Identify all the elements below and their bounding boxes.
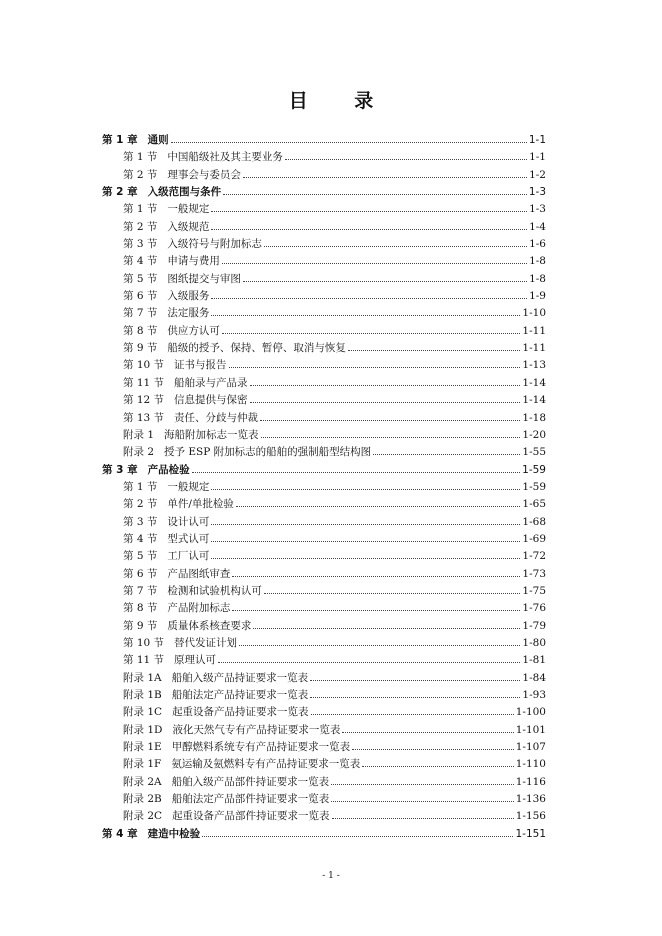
toc-leader-dots — [222, 333, 521, 334]
toc-section-entry[interactable] — [102, 635, 546, 652]
toc-chapter-entry[interactable] — [102, 132, 546, 149]
table-of-contents — [102, 132, 546, 843]
toc-entry-number: 附录 2C — [123, 810, 163, 823]
toc-section-entry[interactable] — [102, 201, 546, 218]
toc-entry-number: 第 1 节 — [123, 203, 158, 216]
toc-section-entry[interactable] — [102, 774, 546, 791]
toc-entry-page: 1-4 — [529, 220, 546, 233]
toc-section-entry[interactable] — [102, 583, 546, 600]
toc-leader-dots — [331, 784, 514, 785]
toc-entry-label: 设计认可 — [167, 515, 210, 528]
toc-entry-label: 一般规定 — [167, 203, 210, 216]
toc-section-entry[interactable] — [102, 808, 546, 825]
toc-leader-dots — [332, 818, 514, 819]
toc-leader-dots — [211, 524, 520, 525]
toc-section-entry[interactable] — [102, 323, 546, 340]
toc-section-entry[interactable] — [102, 149, 546, 166]
toc-entry-page: 1-81 — [522, 654, 546, 667]
toc-entry-label: 船舶法定产品部件持证要求一览表 — [171, 793, 330, 806]
toc-entry-page: 1-6 — [529, 238, 546, 251]
toc-leader-dots — [310, 680, 520, 681]
toc-entry-page: 1-1 — [528, 134, 546, 146]
toc-leader-dots — [264, 246, 527, 247]
toc-section-entry[interactable] — [102, 652, 546, 669]
toc-entry-page: 1-75 — [522, 584, 546, 597]
toc-entry-number: 附录 1 — [123, 428, 155, 441]
toc-entry-number: 附录 1C — [123, 706, 163, 719]
toc-section-entry[interactable] — [102, 271, 546, 288]
toc-leader-dots — [211, 315, 520, 316]
toc-section-entry[interactable] — [102, 756, 546, 773]
toc-section-entry[interactable] — [102, 496, 546, 513]
toc-entry-page: 1-20 — [522, 428, 546, 441]
toc-entry-number: 附录 1E — [123, 741, 162, 754]
toc-entry-page: 1-151 — [515, 827, 546, 840]
toc-entry-number: 附录 2B — [123, 793, 162, 806]
toc-entry-label: 甲醇燃料系统专有产品持证要求一览表 — [171, 741, 351, 754]
toc-entry-label: 起重设备产品部件持证要求一览表 — [172, 810, 330, 823]
toc-section-entry[interactable] — [102, 236, 546, 253]
toc-entry-page: 1-11 — [522, 324, 546, 337]
toc-entry-number: 第 11 节 — [123, 654, 165, 667]
toc-entry-label: 入级符号与附加标志 — [167, 238, 262, 251]
toc-entry-number: 第 5 节 — [123, 272, 158, 285]
toc-entry-page: 1-107 — [515, 741, 546, 754]
toc-leader-dots — [223, 194, 527, 195]
toc-section-entry[interactable] — [102, 479, 546, 496]
toc-entry-label: 船舶入级产品部件持证要求一览表 — [171, 775, 330, 788]
toc-leader-dots — [250, 402, 521, 403]
toc-section-entry[interactable] — [102, 722, 546, 739]
toc-entry-page: 1-80 — [522, 636, 546, 649]
toc-entry-page: 1-8 — [529, 272, 546, 285]
toc-entry-label: 船舶录与产品录 — [174, 376, 248, 389]
toc-leader-dots — [211, 541, 520, 542]
toc-entry-page: 1-9 — [529, 290, 546, 303]
toc-entry-number: 附录 1F — [123, 758, 162, 771]
toc-entry-label: 质量体系核查要求 — [167, 619, 252, 632]
toc-section-entry[interactable] — [102, 548, 546, 565]
toc-section-entry[interactable] — [102, 392, 546, 409]
toc-section-entry[interactable] — [102, 739, 546, 756]
toc-leader-dots — [331, 801, 513, 802]
toc-section-entry[interactable] — [102, 219, 546, 236]
toc-entry-label: 法定服务 — [167, 307, 210, 320]
toc-entry-page: 1-14 — [522, 376, 546, 389]
toc-section-entry[interactable] — [102, 566, 546, 583]
toc-section-entry[interactable] — [102, 444, 546, 461]
toc-entry-number: 第 1 节 — [123, 151, 158, 164]
toc-leader-dots — [311, 714, 514, 715]
toc-entry-number: 附录 2A — [123, 775, 162, 788]
toc-entry-number: 第 1 节 — [123, 480, 158, 493]
toc-entry-page: 1-93 — [522, 689, 546, 701]
toc-entry-page: 1-10 — [522, 307, 546, 320]
toc-entry-label: 船级的授予、保持、暂停、取消与恢复 — [167, 342, 346, 355]
toc-entry-page: 1-2 — [529, 168, 546, 181]
toc-leader-dots — [211, 211, 527, 212]
toc-section-entry[interactable] — [102, 340, 546, 357]
toc-leader-dots — [202, 836, 513, 837]
toc-entry-label: 产品图纸审查 — [167, 567, 231, 580]
toc-section-entry[interactable] — [102, 618, 546, 635]
toc-entry-page: 1-156 — [515, 810, 546, 823]
toc-leader-dots — [362, 766, 513, 767]
toc-leader-dots — [211, 558, 520, 559]
toc-entry-label: 申请与费用 — [167, 255, 220, 268]
toc-entry-number: 第 2 节 — [123, 498, 158, 511]
toc-entry-number: 第 12 节 — [123, 394, 165, 407]
toc-entry-page: 1-11 — [522, 342, 546, 355]
toc-entry-number: 附录 1D — [123, 723, 163, 736]
toc-leader-dots — [239, 645, 520, 646]
toc-entry-label: 氨运输及氨燃料专有产品持证要求一览表 — [171, 758, 361, 771]
toc-entry-label: 中国船级社及其主要业务 — [167, 151, 283, 164]
toc-entry-page: 1-69 — [522, 532, 546, 545]
toc-chapter-entry[interactable] — [102, 184, 546, 201]
toc-entry-label: 起重设备产品持证要求一览表 — [172, 706, 309, 719]
page-number: - 1 - — [322, 871, 340, 881]
toc-entry-page: 1-8 — [529, 255, 546, 268]
toc-entry-number: 第 7 节 — [123, 584, 158, 597]
toc-entry-label: 产品检验 — [147, 463, 190, 476]
toc-entry-label: 海船附加标志一览表 — [164, 428, 259, 441]
toc-entry-label: 船舶入级产品持证要求一览表 — [171, 671, 309, 684]
toc-entry-page: 1-68 — [522, 515, 546, 528]
page-title: 目 录 — [288, 90, 394, 112]
toc-entry-number: 第 4 节 — [123, 255, 158, 268]
toc-entry-label: 责任、分歧与仲裁 — [174, 411, 259, 424]
toc-entry-label: 供应方认可 — [167, 324, 220, 337]
toc-section-entry[interactable] — [102, 357, 546, 374]
toc-entry-number: 第 6 节 — [123, 567, 158, 580]
toc-leader-dots — [260, 420, 520, 421]
toc-entry-number: 第 5 节 — [123, 550, 158, 563]
toc-entry-number: 第 11 节 — [123, 376, 165, 389]
toc-entry-number: 附录 1B — [123, 689, 162, 701]
toc-entry-page: 1-3 — [529, 203, 546, 216]
toc-leader-dots — [211, 489, 520, 490]
toc-leader-dots — [348, 350, 521, 351]
toc-entry-number: 附录 2 — [123, 446, 155, 459]
toc-leader-dots — [236, 506, 521, 507]
toc-entry-number: 第 4 章 — [102, 827, 138, 840]
toc-entry-number: 第 6 节 — [123, 290, 158, 303]
toc-entry-page: 1-101 — [515, 723, 546, 736]
toc-entry-page: 1-65 — [522, 498, 546, 511]
toc-entry-number: 第 10 节 — [123, 636, 165, 649]
toc-entry-number: 第 3 章 — [102, 463, 138, 476]
toc-section-entry[interactable] — [102, 704, 546, 721]
toc-entry-number: 第 4 节 — [123, 532, 158, 545]
toc-entry-label: 原理认可 — [174, 654, 217, 667]
toc-section-entry[interactable] — [102, 600, 546, 617]
toc-leader-dots — [310, 697, 520, 698]
toc-entry-label: 建造中检验 — [147, 827, 201, 840]
toc-leader-dots — [171, 142, 527, 143]
toc-entry-page: 1-1 — [529, 151, 546, 164]
toc-entry-page: 1-59 — [522, 463, 546, 476]
toc-entry-label: 入级范围与条件 — [147, 186, 222, 199]
toc-entry-label: 单件/单批检验 — [167, 498, 234, 511]
toc-entry-label: 检测和试验机构认可 — [167, 584, 262, 597]
toc-entry-page: 1-116 — [515, 775, 546, 788]
toc-entry-number: 第 2 章 — [102, 186, 138, 199]
toc-entry-page: 1-100 — [515, 706, 546, 719]
toc-entry-page: 1-110 — [515, 758, 546, 771]
toc-entry-label: 工厂认可 — [167, 550, 210, 563]
toc-entry-label: 入级规范 — [167, 220, 210, 233]
toc-entry-number: 第 2 节 — [123, 220, 158, 233]
toc-entry-label: 产品附加标志 — [167, 602, 231, 615]
toc-entry-label: 授予 ESP 附加标志的船舶的强制船型结构图 — [164, 446, 372, 459]
toc-entry-label: 图纸提交与审图 — [167, 272, 241, 285]
toc-section-entry[interactable] — [102, 687, 546, 704]
toc-entry-label: 入级服务 — [167, 290, 210, 303]
toc-entry-label: 型式认可 — [167, 532, 210, 545]
toc-entry-page: 1-79 — [522, 619, 546, 632]
toc-entry-number: 第 8 节 — [123, 324, 158, 337]
toc-entry-number: 第 3 节 — [123, 238, 158, 251]
toc-section-entry[interactable] — [102, 791, 546, 808]
toc-leader-dots — [250, 385, 521, 386]
toc-entry-number: 第 3 节 — [123, 515, 158, 528]
toc-section-entry[interactable] — [102, 375, 546, 392]
toc-section-entry[interactable] — [102, 670, 546, 687]
toc-leader-dots — [232, 610, 520, 611]
toc-leader-dots — [222, 263, 527, 264]
toc-entry-page: 1-136 — [515, 793, 546, 806]
toc-entry-label: 理事会与委员会 — [167, 168, 241, 181]
toc-leader-dots — [243, 281, 527, 282]
toc-section-entry[interactable] — [102, 531, 546, 548]
toc-leader-dots — [192, 472, 521, 473]
toc-entry-label: 替代发证计划 — [174, 636, 238, 649]
toc-leader-dots — [229, 367, 521, 368]
toc-section-entry[interactable] — [102, 427, 546, 444]
toc-entry-page: 1-73 — [522, 567, 546, 580]
toc-entry-page: 1-84 — [522, 671, 546, 684]
toc-leader-dots — [373, 454, 520, 455]
toc-section-entry[interactable] — [102, 305, 546, 322]
toc-entry-page: 1-13 — [522, 359, 546, 372]
toc-entry-page: 1-3 — [528, 186, 546, 199]
toc-leader-dots — [253, 628, 520, 629]
toc-chapter-entry[interactable] — [102, 462, 546, 479]
toc-leader-dots — [232, 576, 520, 577]
toc-entry-label: 船舶法定产品持证要求一览表 — [171, 689, 309, 701]
toc-entry-label: 液化天然气专有产品持证要求一览表 — [172, 723, 341, 736]
toc-section-entry[interactable] — [102, 514, 546, 531]
toc-entry-label: 一般规定 — [167, 480, 210, 493]
toc-entry-number: 第 2 节 — [123, 168, 158, 181]
toc-entry-number: 第 1 章 — [102, 134, 138, 146]
toc-entry-label: 证书与报告 — [174, 359, 227, 372]
toc-leader-dots — [211, 298, 527, 299]
toc-leader-dots — [264, 593, 521, 594]
toc-leader-dots — [218, 662, 520, 663]
toc-entry-page: 1-72 — [522, 550, 546, 563]
toc-entry-page: 1-59 — [522, 480, 546, 493]
toc-entry-page: 1-76 — [522, 602, 546, 615]
toc-entry-number: 附录 1A — [123, 671, 162, 684]
toc-leader-dots — [211, 229, 527, 230]
toc-section-entry[interactable] — [102, 410, 546, 427]
toc-entry-number: 第 9 节 — [123, 342, 158, 355]
toc-entry-page: 1-14 — [522, 394, 546, 407]
toc-entry-page: 1-55 — [522, 446, 546, 459]
toc-leader-dots — [285, 159, 527, 160]
toc-leader-dots — [342, 732, 513, 733]
toc-entry-number: 第 9 节 — [123, 619, 158, 632]
toc-leader-dots — [352, 749, 514, 750]
toc-leader-dots — [243, 177, 527, 178]
toc-entry-number: 第 8 节 — [123, 602, 158, 615]
toc-section-entry[interactable] — [102, 167, 546, 184]
toc-entry-page: 1-18 — [522, 411, 546, 424]
toc-entry-number: 第 10 节 — [123, 359, 165, 372]
toc-entry-number: 第 13 节 — [123, 411, 165, 424]
toc-section-entry[interactable] — [102, 288, 546, 305]
toc-entry-label: 通则 — [147, 134, 169, 146]
toc-leader-dots — [261, 437, 521, 438]
toc-entry-label: 信息提供与保密 — [174, 394, 248, 407]
toc-section-entry[interactable] — [102, 253, 546, 270]
toc-entry-number: 第 7 节 — [123, 307, 158, 320]
toc-chapter-entry[interactable] — [102, 826, 546, 843]
